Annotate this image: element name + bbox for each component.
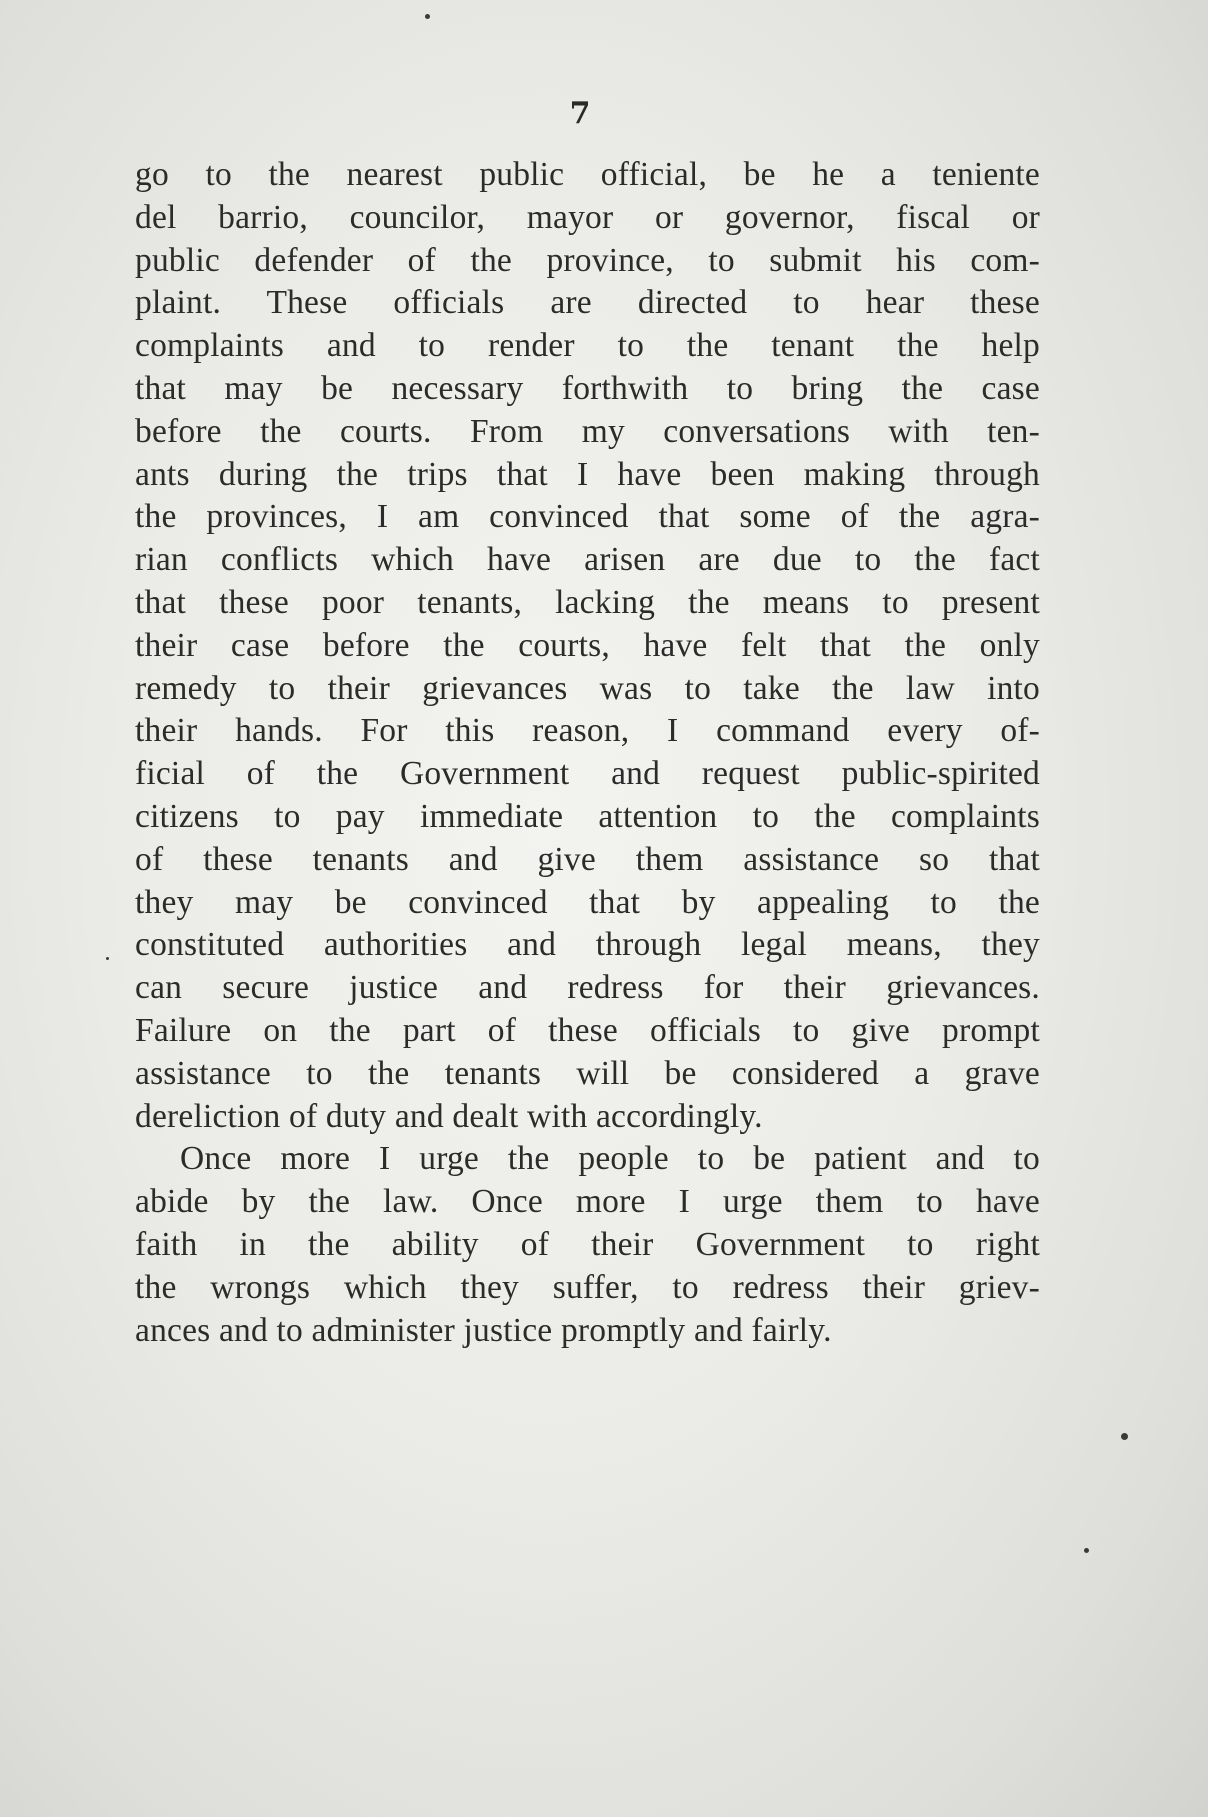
- paragraph-1: [135, 154, 1040, 1138]
- text-line: of these tenants and give them assistance so that: [135, 840, 1040, 878]
- text-line: Once more I urge the people to be patient and to: [180, 1140, 1040, 1178]
- text-line: ficial of the Government and request public-spirited: [135, 755, 1040, 793]
- text-line: ances and to administer justice promptly and fairly.: [135, 1311, 832, 1349]
- text-line: they may be convinced that by appealing to the: [135, 883, 1040, 921]
- page-number: 7: [569, 96, 591, 131]
- body-text: [135, 154, 1040, 1352]
- paper-speck: [425, 14, 430, 19]
- text-line: remedy to their grievances was to take the law into: [135, 669, 1040, 707]
- text-line: their case before the courts, have felt that the only: [135, 626, 1040, 664]
- paragraph-2: [135, 1138, 1040, 1352]
- paper-speck: [1121, 1433, 1128, 1440]
- text-line: Failure on the part of these officials to give prompt: [135, 1011, 1040, 1049]
- text-line: abide by the law. Once more I urge them to have: [135, 1183, 1040, 1221]
- text-line: their hands. For this reason, I command every of-: [135, 712, 1040, 750]
- text-line: the provinces, I am convinced that some of the agra-: [135, 498, 1040, 536]
- paper-speck: [106, 957, 109, 960]
- text-line: before the courts. From my conversations with ten-: [135, 412, 1040, 450]
- text-line: can secure justice and redress for their grievances.: [135, 969, 1040, 1007]
- text-line: rian conflicts which have arisen are due to the fact: [135, 541, 1040, 579]
- text-line: that these poor tenants, lacking the means to present: [135, 583, 1040, 621]
- text-line: public defender of the province, to submit his com-: [135, 241, 1040, 279]
- text-line: plaint. These officials are directed to hear these: [135, 284, 1040, 322]
- paper-speck: [1084, 1548, 1089, 1553]
- text-line: citizens to pay immediate attention to the complaints: [135, 797, 1040, 835]
- text-line: complaints and to render to the tenant the help: [135, 327, 1040, 365]
- text-line: ants during the trips that I have been making through: [135, 455, 1040, 493]
- text-line: faith in the ability of their Government to right: [135, 1225, 1040, 1263]
- text-line: assistance to the tenants will be considered a grave: [135, 1054, 1040, 1092]
- text-line: go to the nearest public official, be he a teniente: [135, 156, 1040, 193]
- text-line: the wrongs which they suffer, to redress their griev-: [135, 1268, 1040, 1306]
- text-line: del barrio, councilor, mayor or governor, fiscal or: [135, 198, 1040, 236]
- text-line: constituted authorities and through legal means, they: [135, 926, 1040, 964]
- text-line: dereliction of duty and dealt with accordingly.: [135, 1097, 763, 1135]
- text-line: that may be necessary forthwith to bring the case: [135, 369, 1040, 407]
